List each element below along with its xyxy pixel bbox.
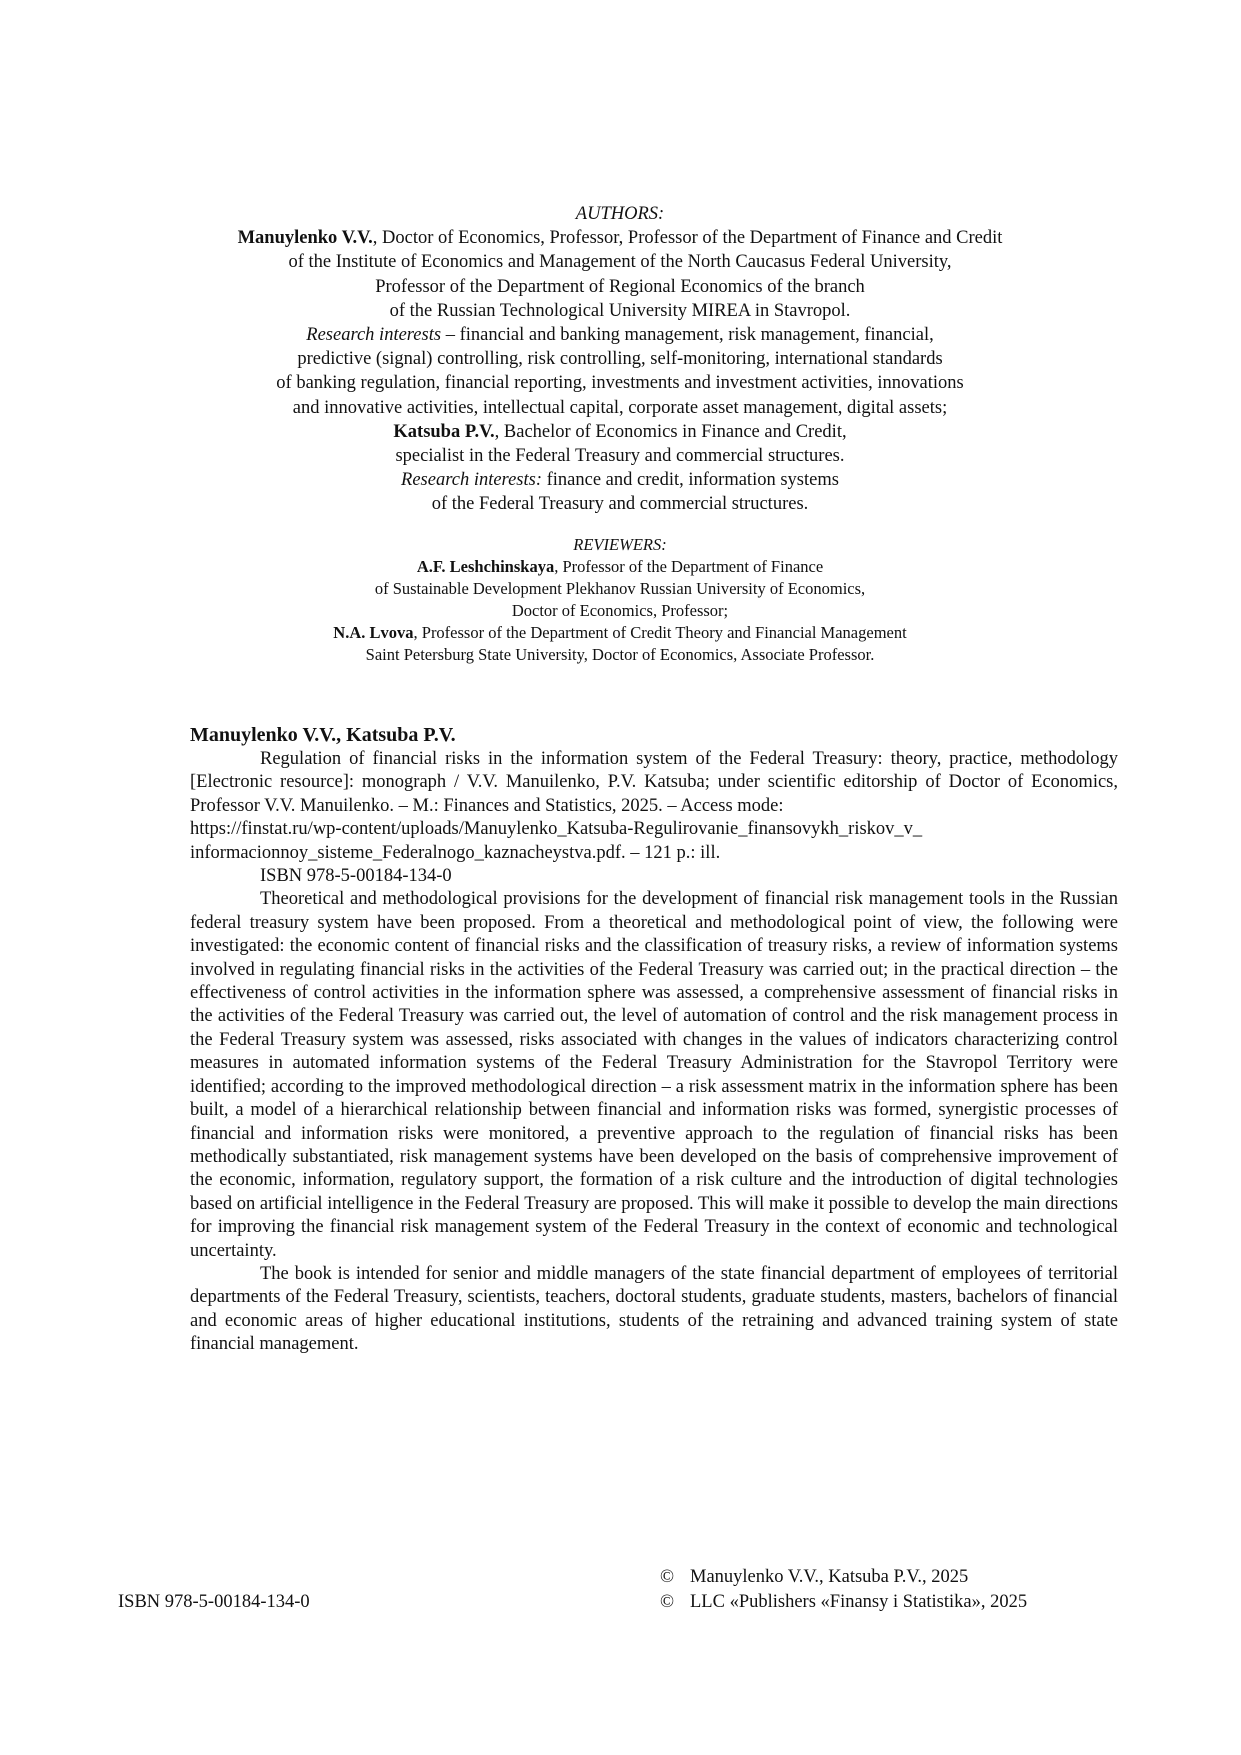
author2-interests-label: Research interests: — [401, 470, 542, 491]
author1-interests-line4: and innovative activities, intellectual capital, corporate asset management, digital assets; — [292, 397, 948, 418]
main-heading: Manuylenko V.V., Katsuba P.V. — [190, 724, 456, 746]
reviewer2-name: N.A. Lvova — [333, 623, 414, 642]
author1-interests-line3: of banking regulation, financial reporting, investments and investment activities, innovations — [276, 373, 964, 394]
author1-name: Manuylenko V.V. — [237, 228, 373, 249]
copyright-line1 — [660, 1565, 1027, 1590]
audience-paragraph: The book is intended for senior and middle managers of the state financial department of employees of territorial departments of the Federal Treasury, scientists, teachers, doctoral students, graduate students, masters, bachelors of financial and economic areas of higher educational institutions, students of the retraining and advanced training system of state financial management. — [190, 1263, 1118, 1355]
author2-name: Katsuba P.V. — [393, 421, 495, 442]
author1-line4: of the Russian Technological University MIREA in Stavropol. — [389, 300, 851, 321]
reviewer1-line1-rest: , Professor of the Department of Finance — [554, 557, 824, 576]
author1-line1-rest: , Doctor of Economics, Professor, Professor of the Department of Finance and Credit — [372, 228, 1003, 249]
author1-line3: Professor of the Department of Regional Economics of the branch — [375, 276, 865, 297]
author2-line2: specialist in the Federal Treasury and commercial structures. — [395, 446, 845, 467]
author2-line1 — [140, 420, 1100, 444]
access-url-line1: https://finstat.ru/wp-content/uploads/Manuylenko_Katsuba-Regulirovanie_finansovykh_riskov_v_ — [190, 819, 923, 840]
access-url-line2: informacionnoy_sisteme_Federalnogo_kaznacheystva.pdf. – 121 p.: ill. — [190, 842, 721, 863]
author1-line2: of the Institute of Economics and Management of the North Caucasus Federal University, — [288, 252, 952, 273]
footer-isbn: ISBN 978-5-00184-134-0 — [118, 1592, 310, 1612]
copyright-line2 — [660, 1590, 1027, 1615]
authors-block — [140, 202, 1100, 517]
abstract-paragraph: Theoretical and methodological provisions for the development of financial risk management tools in the Russian federal treasury system have been proposed. From a theoretical and methodological point of view, the following were investigated: the economic content of financial risks and the classification of treasury risks, a review of information systems involved in regulating financial risks in the activities of the Federal Treasury was carried out; in the practical direction – the effectiveness of control activities in the information sphere was assessed, a comprehensive assessment of financial risks in the activities of the Federal Treasury was carried out, the level of automation of control and the risk management process in the Federal Treasury system was assessed, risks associated with changes in the values of indicators characterizing control measures in automated information systems of the Federal Treasury Administration for the Stavropol Territory were identified; according to the improved methodological direction – a risk assessment matrix in the information sphere has been built, a model of a hierarchical relationship between financial and information risks was formed, synergistic processes of financial and information risks were monitored, a preventive approach to the regulation of financial risks has been methodically substantiated, risk management systems have been developed on the basis of comprehensive improvement of the economic, information, regulatory support, the formation of a risk culture and the introduction of digital technologies based on artificial intelligence in the Federal Treasury are proposed. This will make it possible to develop the main directions for improving the financial risk management system of the Federal Treasury in the context of economic and technological uncertainty. — [190, 889, 1118, 1261]
author1-interests-line2: predictive (signal) controlling, risk controlling, self-monitoring, international standards — [297, 349, 943, 370]
reviewer1-line1 — [140, 556, 1100, 578]
author2-interests-rest: finance and credit, information systems — [541, 470, 839, 491]
copyright-text1: Manuylenko V.V., Katsuba P.V., 2025 — [690, 1567, 969, 1587]
copyright-text2: LLC «Publishers «Finansy i Statistika», 2025 — [690, 1591, 1028, 1612]
copyright-block — [660, 1565, 1027, 1614]
author2-interests-line1 — [140, 468, 1100, 492]
bibliographic-block — [190, 723, 1118, 1357]
isbn-line: ISBN 978-5-00184-134-0 — [260, 866, 452, 887]
author1-interests-line1 — [140, 323, 1100, 347]
author1-interests-label: Research interests — [306, 325, 442, 346]
reviewer2-line2: Saint Petersburg State University, Doctor of Economics, Associate Professor. — [365, 645, 875, 664]
author1-line1 — [140, 226, 1100, 250]
reviewer1-line2: of Sustainable Development Plekhanov Russian University of Economics, — [374, 579, 866, 598]
author2-interests-line2: of the Federal Treasury and commercial structures. — [431, 494, 809, 515]
reviewer1-name: A.F. Leshchinskaya — [416, 557, 555, 576]
access-url — [190, 818, 1118, 865]
reviewers-heading: REVIEWERS: — [573, 535, 667, 554]
bibliographic-description: Regulation of financial risks in the information system of the Federal Treasury: theory, practice, methodology [Electronic resource]: monograph / V.V. Manuilenko, P.V. Katsuba; under scientific editorship of Doctor of Economics, Professor V.V. Manuilenko. – M.: Finances and Statistics, 2025. – Access mode: — [190, 749, 1118, 816]
reviewer2-line1-rest: , Professor of the Department of Credit Theory and Financial Management — [413, 623, 907, 642]
reviewer1-line3: Doctor of Economics, Professor; — [511, 601, 729, 620]
copyright-symbol: © — [660, 1591, 675, 1612]
author2-line1-rest: , Bachelor of Economics in Finance and Credit, — [494, 421, 847, 442]
reviewers-block — [140, 534, 1100, 666]
copyright-symbol: © — [660, 1567, 675, 1587]
authors-heading: AUTHORS: — [575, 204, 665, 224]
author1-interests-rest: – financial and banking management, risk management, financial, — [441, 325, 934, 346]
reviewer2-line1 — [140, 622, 1100, 644]
